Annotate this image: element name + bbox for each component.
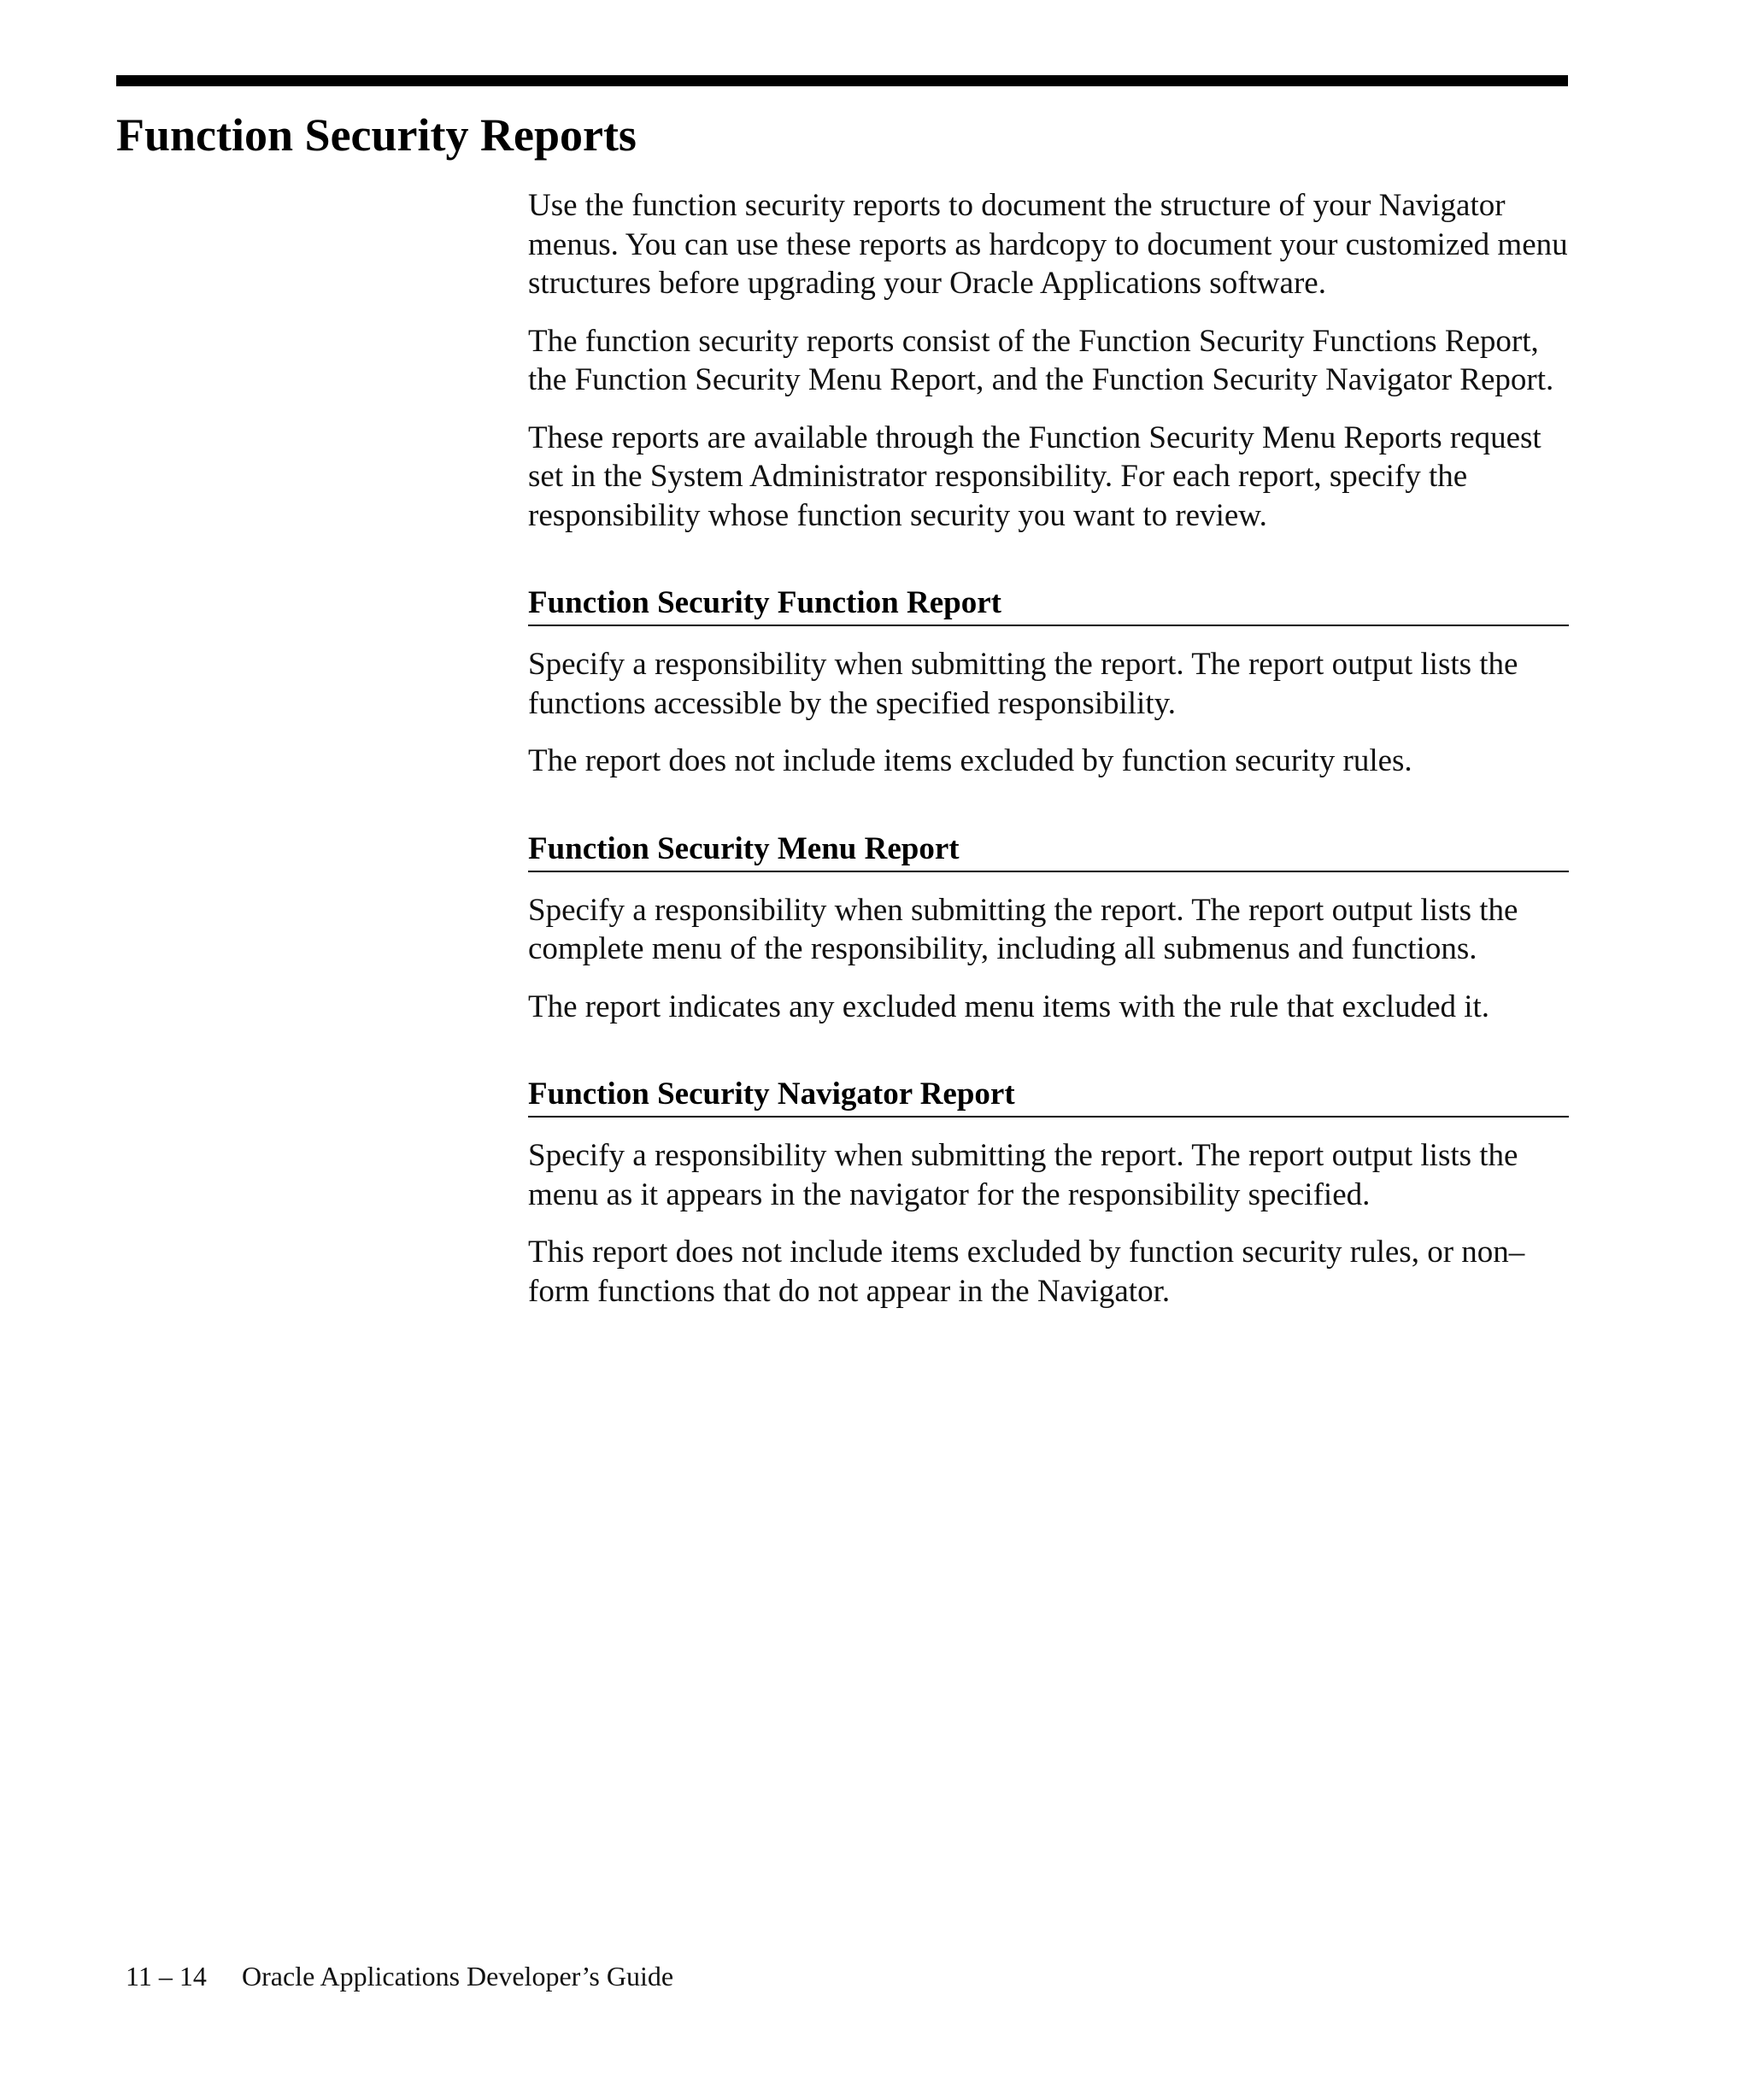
section-menu-report [528,829,1569,1027]
section-function-report [528,583,1569,781]
section-paragraph: Specify a responsibility when submitting the report. The report output lists the menu as it appears in the navigator for the responsibility specified. [528,1138,1518,1212]
section-paragraph: This report does not include items excluded by function security rules, or non–form functions that do not appear in the Navigator. [528,1235,1525,1309]
section-paragraph: Specify a responsibility when submitting the report. The report output lists the complete menu of the responsibility, including all submenus and functions. [528,892,1518,966]
page-number: 11 – 14 [126,1961,207,1991]
section-paragraph: The report does not include items excluded by function security rules. [528,743,1412,778]
section-heading: Function Security Function Report [528,583,1569,626]
section-paragraph: The report indicates any excluded menu items with the rule that excluded it. [528,988,1490,1024]
intro-paragraph: The function security reports consist of the Function Security Functions Report, the Function Security Menu Report, and the Function Security Navigator Report. [528,323,1554,397]
section-heading: Function Security Navigator Report [528,1074,1569,1117]
book-title: Oracle Applications Developer’s Guide [242,1961,674,1991]
section-paragraph: Specify a responsibility when submitting the report. The report output lists the functions accessible by the specified responsibility. [528,647,1518,721]
main-content [528,186,1569,1329]
page-footer [126,1959,673,1993]
section-navigator-report [528,1074,1569,1311]
intro-paragraph: Use the function security reports to document the structure of your Navigator menus. You can use these reports as hardcopy to document your customized menu structures before upgrading your Oracle Applications software. [528,188,1568,301]
top-rule [116,75,1568,86]
page-title: Function Security Reports [116,109,637,161]
intro-paragraph: These reports are available through the Function Security Menu Reports request set in the System Administrator responsibility. For each report, specify the responsibility whose function security you want to review. [528,419,1542,533]
section-heading: Function Security Menu Report [528,829,1569,872]
